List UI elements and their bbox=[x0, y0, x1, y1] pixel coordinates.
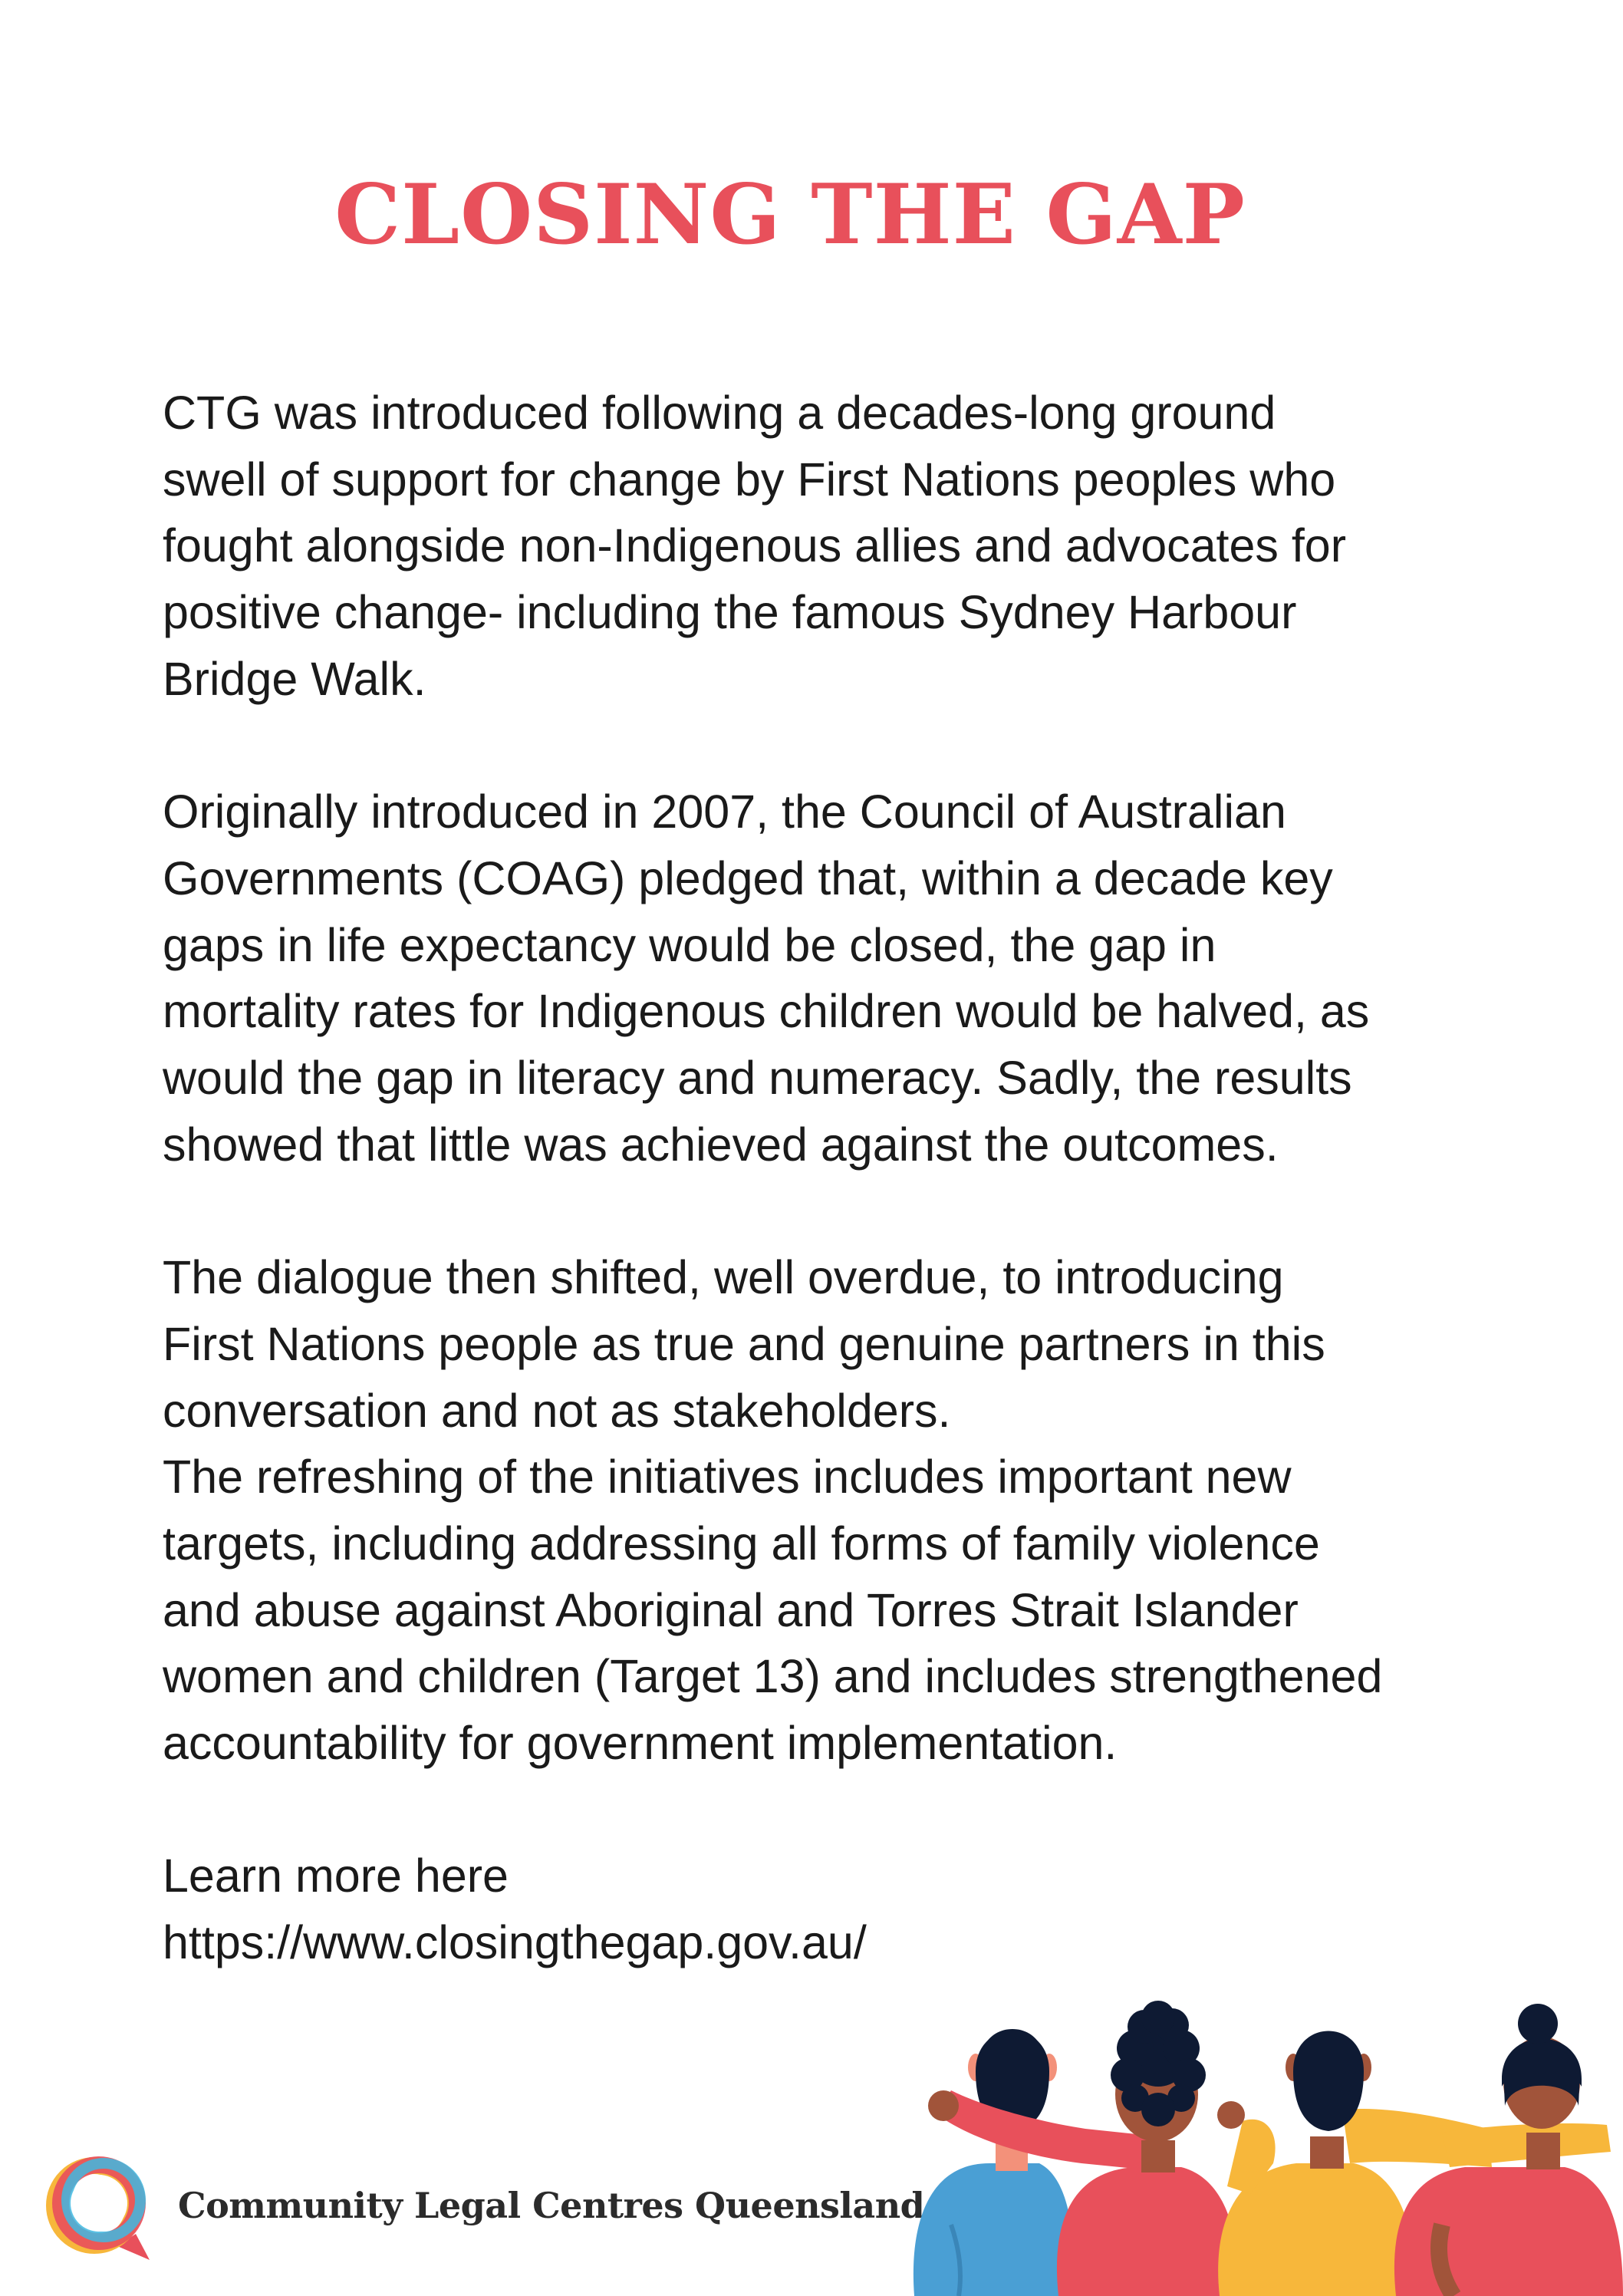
text-line: gaps in life expectancy would be closed, the gap in bbox=[163, 918, 1216, 971]
text-line: CTG was introduced following a decades-long ground bbox=[163, 387, 1276, 439]
text-line: mortality rates for Indigenous children would be halved, as bbox=[163, 985, 1370, 1038]
text-line: accountability for government implementation. bbox=[163, 1717, 1118, 1770]
paragraph-ctg-introduction bbox=[163, 380, 1536, 713]
text-line: fought alongside non-Indigenous allies and advocates for bbox=[163, 519, 1347, 572]
text-line: and abuse against Aboriginal and Torres Strait Islander bbox=[163, 1583, 1299, 1636]
text-line: The dialogue then shifted, well overdue, to introducing bbox=[163, 1251, 1284, 1304]
speech-bubble-q-logo-icon bbox=[35, 2148, 165, 2263]
text-line: conversation and not as stakeholders. bbox=[163, 1384, 951, 1437]
organisation-name: Community Legal Centres Queensland bbox=[178, 2185, 925, 2226]
paragraph-dialogue-shift bbox=[163, 1244, 1536, 1777]
text-line: The refreshing of the initiatives includes important new bbox=[163, 1451, 1292, 1504]
body-text bbox=[163, 380, 1536, 1976]
page-title: CLOSING THE GAP bbox=[334, 166, 1246, 263]
text-line: showed that little was achieved against the outcomes. bbox=[163, 1118, 1279, 1171]
paragraph-coag-pledge bbox=[163, 779, 1536, 1178]
text-line: swell of support for change by First Nations peoples who bbox=[163, 453, 1336, 506]
text-line: would the gap in literacy and numeracy. Sadly, the results bbox=[163, 1052, 1352, 1105]
group-of-people-embracing-illustration bbox=[905, 1933, 1623, 2296]
text-line: targets, including addressing all forms of family violence bbox=[163, 1517, 1320, 1570]
text-line: Bridge Walk. bbox=[163, 652, 426, 705]
text-line: First Nations people as true and genuine partners in this bbox=[163, 1317, 1325, 1370]
text-line: Governments (COAG) pledged that, within a decade key bbox=[163, 852, 1333, 904]
website-url: https://www.closingthegap.gov.au/ bbox=[163, 1916, 867, 1969]
text-line: Originally introduced in 2007, the Council of Australian bbox=[163, 786, 1286, 838]
text-line: positive change- including the famous Sydney Harbour bbox=[163, 586, 1297, 639]
text-line: women and children (Target 13) and includes strengthened bbox=[163, 1650, 1383, 1703]
learn-more-label: Learn more here bbox=[163, 1850, 509, 1902]
